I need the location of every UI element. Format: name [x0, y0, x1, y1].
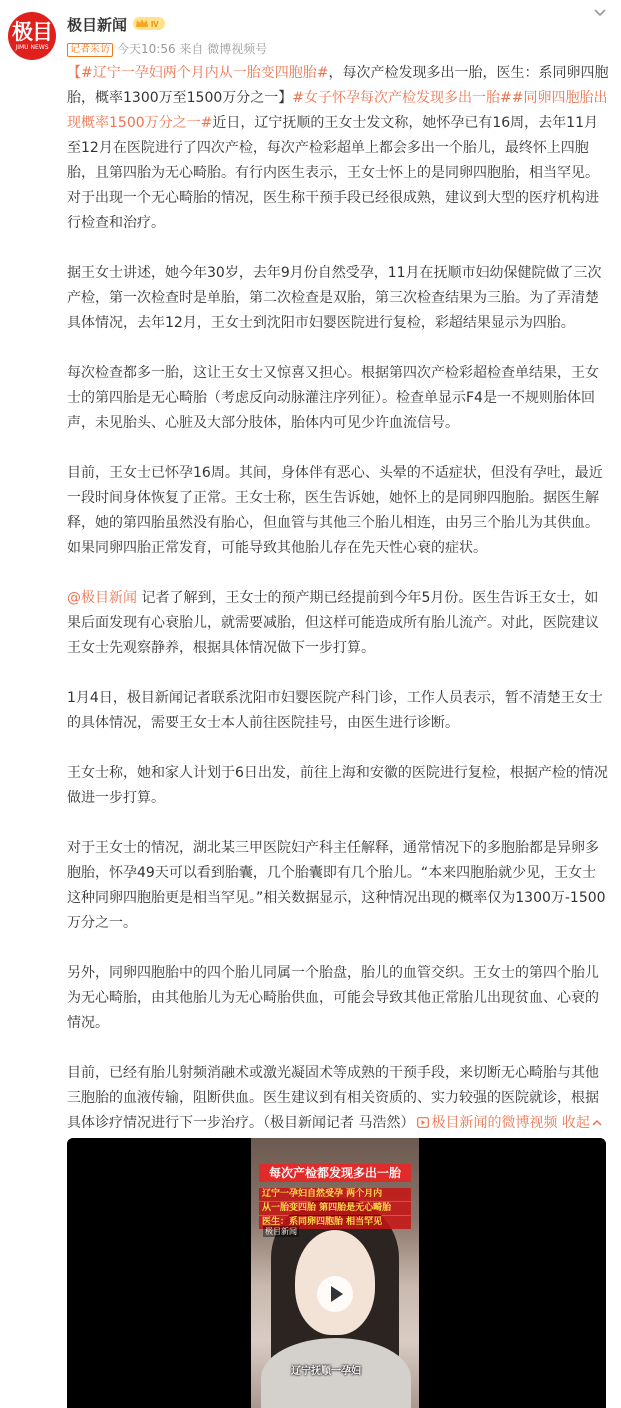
video-thumbnail[interactable] — [251, 1138, 419, 1408]
paragraph-1 — [67, 61, 609, 236]
video-link-label: 极目新闻的微博视频 — [431, 1115, 558, 1131]
author-name[interactable]: 极目新闻 — [67, 16, 128, 34]
video-subtitle-block — [259, 1188, 411, 1230]
video-subtitle-line: 从一胎变四胎 第四胎是无心畸胎 — [259, 1202, 411, 1215]
paragraph-3: 每次检查都多一胎，这让王女士又惊喜又担心。根据第四次产检彩超检查单结果，王女士的第四胎是无心畸胎（考虑反向动脉灌注序列征）。检查单显示F4是一不规则胎体回声，未见胎头、心脏及大部分肢体，胎体内可见少许血流信号。 — [67, 365, 599, 431]
post-source: 来自 微博视频号 — [179, 42, 268, 56]
paragraph-5 — [67, 586, 609, 661]
paragraph-2: 据王女士讲述，她今年30岁，去年9月份自然受孕，11月在抚顺市妇幼保健院做了三次产检，第一次检查时是单胎，第二次检查是双胎，第三次检查结果为三胎。为了弄清楚具体情况，去年12月，王女士到沈阳市妇婴医院进行复检，彩超结果显示为四胎。 — [67, 265, 602, 331]
paragraph-1-text: 近日，辽宁抚顺的王女士发文称，她怀孕已有16周，去年11月至12月在医院进行了四次产检，每次产检彩超单上都会多出一个胎儿，最终怀上四胞胎，且第四胎为无心畸胎。有行内医生表示，王女士怀上的是同卵四胞胎，相当罕见。对于出现一个无心畸胎的情况，医生称干预手段已经很成熟，建议到大型的医疗机构进行检查和治疗。 — [67, 115, 599, 231]
reporter-tag: 记者采访 — [67, 43, 113, 57]
paragraph-9: 另外，同卵四胞胎中的四个胎儿同属一个胎盘，胎儿的血管交织。王女士的第四个胎儿为无心畸胎，由其他胎儿为无心畸胎供血，可能会导致其他正常胎儿出现贫血、心衰的情况。 — [67, 965, 599, 1031]
video-link[interactable] — [414, 1115, 557, 1131]
paragraph-10 — [67, 1061, 609, 1136]
post-body — [67, 61, 609, 1136]
mention-link[interactable]: @极目新闻 — [67, 590, 137, 606]
paragraph-7: 王女士称，她和家人计划于6日出发，前往上海和安徽的医院进行复检，根据产检的情况做进一步打算。 — [67, 765, 608, 806]
video-subtitle-line: 辽宁一孕妇自然受孕 两个月内 — [259, 1188, 411, 1201]
post-meta — [67, 40, 267, 57]
chevron-down-icon[interactable] — [592, 6, 608, 20]
avatar-logo-text: 极目 — [12, 20, 52, 44]
video-subtitle-line: 医生：系同卵四胞胎 相当罕见 — [259, 1216, 411, 1229]
collapse-button[interactable] — [562, 1115, 602, 1131]
paragraph-5-text: 记者了解到，王女士的预产期已经提前到今年5月份。医生告诉王女士，如果后面发现有心衰胎儿，就需要减胎，但这样可能造成所有胎儿流产。对此，医院建议王女士先观察静养，根据具体情况做下一步打算。 — [67, 590, 599, 656]
vip-level-text: IV — [151, 20, 159, 29]
play-icon[interactable] — [317, 1276, 353, 1312]
chevron-up-icon — [592, 1119, 602, 1127]
post-header — [0, 0, 621, 60]
video-logo: 极目新闻 — [265, 1227, 297, 1236]
video-link-icon — [417, 1117, 429, 1128]
collapse-label: 收起 — [561, 1115, 590, 1131]
vip-level-badge-icon — [133, 16, 165, 31]
post-time[interactable]: 今天10:56 — [117, 42, 176, 56]
paragraph-6: 1月4日，极目新闻记者联系沈阳市妇婴医院产科门诊，工作人员表示，暂不清楚王女士的具体情况，需要王女士本人前往医院挂号，由医生进行诊断。 — [67, 690, 603, 731]
video-title: 每次产检都发现多出一胎 — [259, 1164, 411, 1182]
paragraph-8: 对于王女士的情况，湖北某三甲医院妇产科主任解释，通常情况下的多胞胎都是异卵多胞胎，怀孕49天可以看到胎囊，几个胎囊即有几个胎儿。“本来四胞胎就少见，王女士这种同卵四胞胎更是相当罕见。”相关数据显示，这种情况出现的概率仅为1300万-1500万分之一。 — [67, 840, 606, 931]
avatar-logo-subtext: JIMU NEWS — [15, 44, 49, 51]
video-caption: 辽宁抚顺一孕妇 — [291, 1366, 361, 1377]
paragraph-4: 目前，王女士已怀孕16周。其间，身体伴有恶心、头晕的不适症状，但没有孕吐，最近一段时间身体恢复了正常。王女士称，医生告诉她，她怀上的是同卵四胞胎。据医生解释，她的第四胎虽然没有胎心，但血管与其他三个胎儿相连，由另三个胎儿为其供血。如果同卵四胎正常发育，可能导致其他胎儿存在先天性心衰的症状。 — [67, 465, 603, 556]
video-player[interactable] — [67, 1138, 606, 1408]
hashtag-links[interactable]: #女子怀孕每次产检发现多出一胎##同卵四胞胎出现概率1500万分之一# — [67, 90, 608, 131]
hashtag-topic[interactable]: 【#辽宁一孕妇两个月内从一胎变四胞胎# — [67, 65, 329, 81]
avatar[interactable] — [8, 12, 56, 60]
headline-text: ，每次产检发现多出一胎，医生：系同卵四胞胎，概率1300万至1500万分之一】 — [67, 65, 609, 106]
paragraph-10-text: 目前，已经有胎儿射频消融术或激光凝固术等成熟的干预手段，来切断无心畸胎与其他三胞胎的血液传输，阻断供血。医生建议到有相关资质的、实力较强的医院就诊，根据具体诊疗情况进行下一步治疗。（极目新闻记者 马浩然） — [67, 1065, 599, 1131]
